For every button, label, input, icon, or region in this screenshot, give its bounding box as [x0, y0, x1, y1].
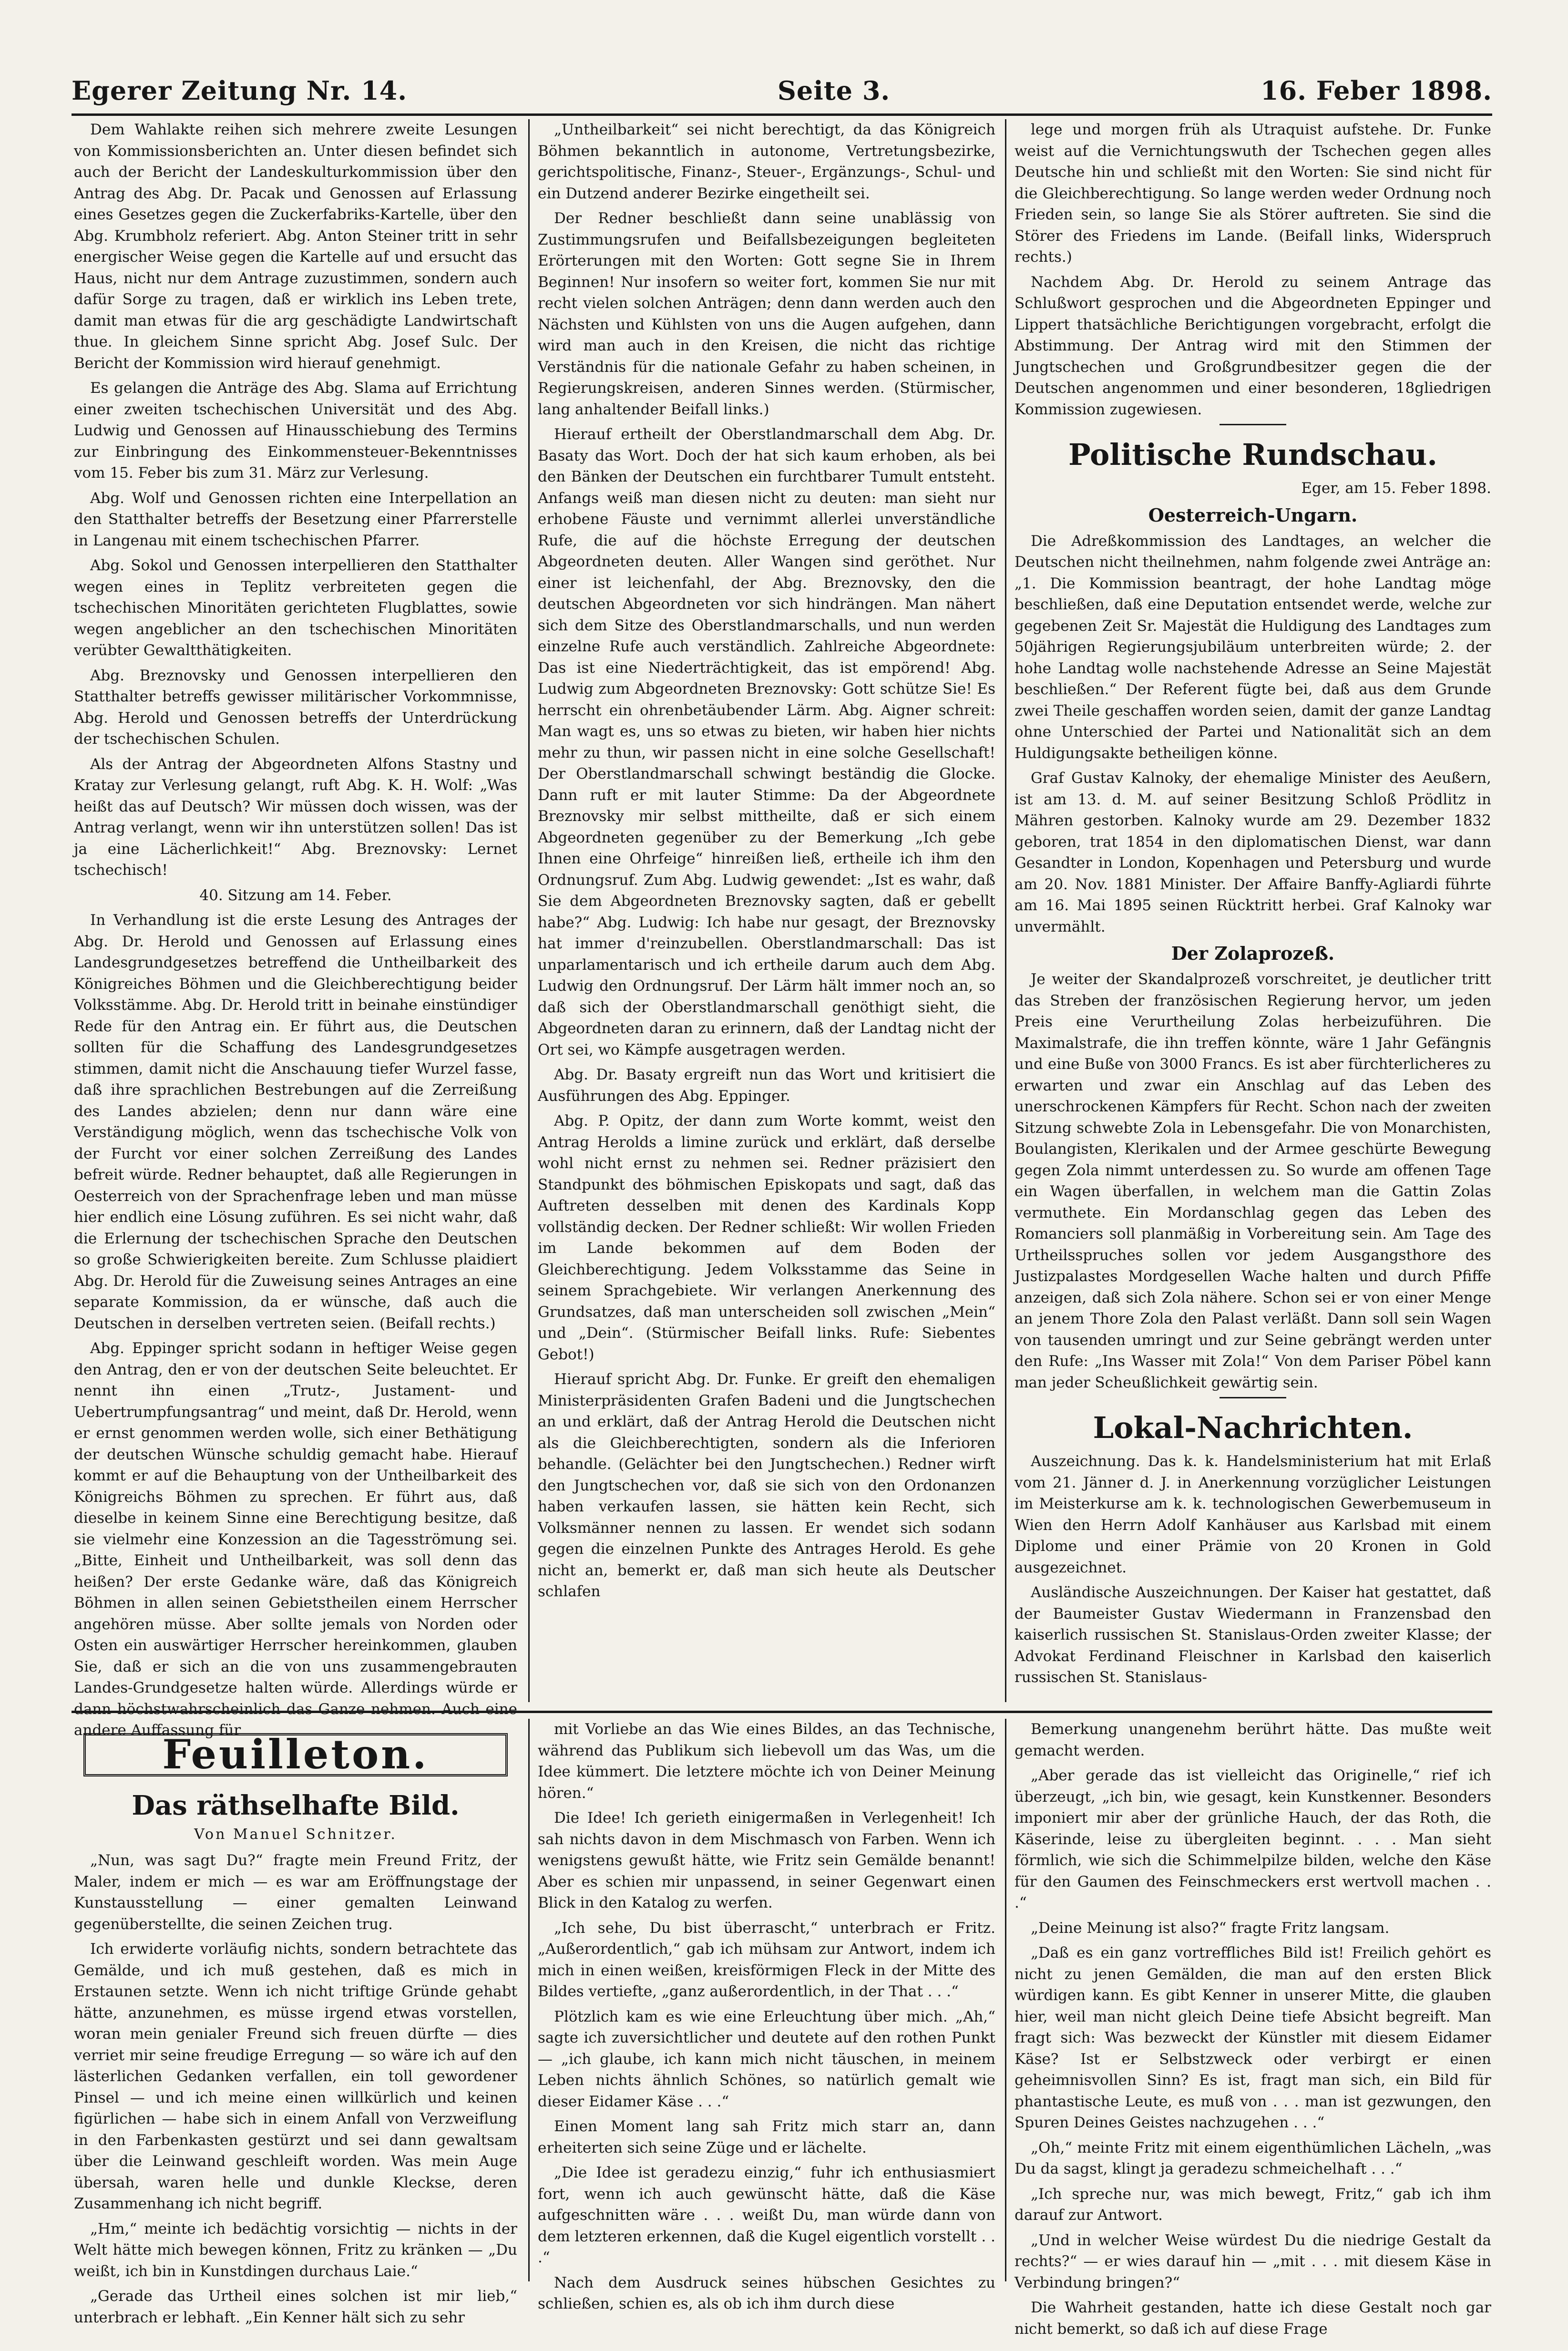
feuilleton-rule [72, 1711, 1492, 1713]
col1-paragraph: Abg. Breznovsky und Genossen interpellieren den Statthalter betreffs gewisser militärischer Vorkommnisse, Abg. Herold und Genossen betreffs der Unterdrückung der tschechischen Schulen. [74, 667, 517, 748]
feuilleton-paragraph: Nach dem Ausdruck seines hübschen Gesichtes zu schließen, schien es, als ob ich ihm durch diese [538, 2274, 995, 2312]
column-divider [1005, 1719, 1006, 2281]
session-heading: 40. Sitzung am 14. Feber. [199, 886, 392, 904]
section-rule [1220, 424, 1286, 425]
feuilleton-paragraph: mit Vorliebe an das Wie eines Bildes, an das Technische, während das Publikum sich liebevoll um das Was, um die Idee kümmert. Die letztere möchte ich von Deiner Meinung hören.“ [538, 1721, 995, 1802]
feuilleton-paragraph: „Die Idee ist geradezu einzig,“ fuhr ich enthusiasmiert fort, wenn ich auch gewünscht hätte, daß die Käse aufgeschnitten wäre . . . weißt Du, man würde dann von dem letzteren erkennen, daß die Kugel eigentlich vorstellt . . .“ [538, 2164, 995, 2266]
story-title: Das räthselhafte Bild. [132, 1789, 460, 1821]
column-2 [538, 119, 995, 1702]
feuilleton-paragraph: Plötzlich kam es wie eine Erleuchtung über mich. „Ah,“ sagte ich zuversichtlicher und deutete auf den rothen Punkt — „ich glaube, ich kann mich nicht täuschen, in meinem Leben nichts ähnlich Schönes, so natürlich gemalt wie dieser Eidamer Käse . . .“ [538, 2008, 995, 2110]
story-byline: Von Manuel Schnitzer. [194, 1826, 397, 1843]
col3-paragraph: Graf Gustav Kalnoky, der ehemalige Minister des Aeußern, ist am 13. d. M. auf seiner Besitzung Schloß Prödlitz in Mähren gestorben. Kalnoky wurde am 29. Dezember 1832 geboren, trat 1854 in den diplomatischen Dienst, war dann Gesandter in London, Kopenhagen und Petersburg und wurde am 20. Nov. 1881 Minister. Der Affaire Banffy-Agliardi führte am 16. Mai 1895 seinen Rücktritt herbei. Graf Kalnoky war unvermählt. [1015, 770, 1491, 935]
section-rule [1220, 1397, 1286, 1398]
feuilleton-paragraph: Bemerkung unangenehm berührt hätte. Das mußte weit gemacht werden. [1015, 1721, 1491, 1759]
feuilleton-paragraph: Einen Moment lang sah Fritz mich starr an, dann erheiterten sich seine Züge und er lächelte. [538, 2118, 995, 2156]
column-3 [1015, 119, 1491, 1702]
col1-paragraph: Als der Antrag der Abgeordneten Alfons Stastny und Kratay zur Verlesung gelangt, ruft Abg. K. H. Wolf: „Was heißt das auf Deutsch? Wir müssen doch wissen, was der Antrag verlangt, wenn wir ihn unterstützen sollen! Das ist ja eine Lächerlichkeit!“ Abg. Breznovsky: Lernet tschechisch! [74, 755, 517, 879]
feuilleton-paragraph: „Und in welcher Weise würdest Du die niedrige Gestalt da rechts?“ — er wies darauf hin — „mit . . . mit diesem Käse in Verbindung bringen?“ [1015, 2231, 1491, 2291]
feuilleton-paragraph: „Gerade das Urtheil eines solchen ist mir lieb,“ unterbrach er lebhaft. „Ein Kenner hält sich zu sehr [74, 2288, 517, 2326]
col3-paragraph: lege und morgen früh als Utraquist aufstehe. Dr. Funke weist auf die Vernichtungswuth der Tschechen gegen alles Deutsche hin und schließt mit den Worten: Sie sind nicht für die Gleichberechtigung. So lange werden weder Ordnung noch Frieden sein, so lange Sie als Störer auftreten. Sie sind die Störer des Friedens im Lande. (Beifall links, Widerspruch rechts.) [1015, 121, 1491, 266]
col3-paragraph: Ausländische Auszeichnungen. Der Kaiser hat gestattet, daß der Baumeister Gustav Wiedermann in Franzensbad den kaiserlich russischen St. Stanislaus-Orden zweiter Klasse; der Advokat Ferdinand Fleischner in Karlsbad den kaiserlich russischen St. Stanislaus- [1015, 1584, 1491, 1686]
column-divider [528, 1719, 530, 2281]
feuilleton-paragraph: „Oh,“ meinte Fritz mit einem eigenthümlichen Lächeln, „was Du da sagst, klingt ja geradezu schmeichelhaft . . .“ [1015, 2139, 1491, 2177]
feuilleton-paragraph: Die Idee! Ich gerieth einigermaßen in Verlegenheit! Ich sah nichts davon in dem Mischmasch von Farben. Wenn ich wenigstens gewußt hätte, wie Fritz sein Gemälde benannt! Aber es schien mir unpassend, in seiner Gegenwart einen Blick in den Katalog zu werfen. [538, 1809, 995, 1911]
col1-paragraph: Abg. Sokol und Genossen interpellieren den Statthalter wegen eines in Teplitz verbreiteten gegen die tschechischen Minoritäten gerichteten Flugblattes, sowie wegen angeblicher an den tschechischen Minoritäten verübter Gewaltthätigkeiten. [74, 557, 517, 659]
col1-paragraph: Es gelangen die Anträge des Abg. Slama auf Errichtung einer zweiten tschechischen Universität und des Abg. Ludwig und Genossen auf Hinausschiebung des Termins zur Einbringung des Einkommensteuer-Bekenntnisses vom 15. Feber bis zum 31. März zur Verlesung. [74, 380, 517, 482]
col2-paragraph: Hierauf ertheilt der Oberstlandmarschall dem Abg. Dr. Basaty das Wort. Doch der hat sich kaum erhoben, als bei den Bänken der Deutschen ein furchtbarer Tumult entsteht. Anfangs weiß man diesen nicht zu deuten: man sieht nur erhobene Fäuste und vernimmt allerlei unverständliche Rufe, die auf die höchste Erregung der deutschen Abgeordneten deuten. Aller Wangen sind geröthet. Nur einer ist leichenfahl, der Abg. Breznovsky, den die deutschen Abgeordneten vor sich hindrängen. Man nähert sich dem Sitze des Oberstlandmarschalls, und nun werden einzelne Rufe auch verständlich. Zahlreiche Abgeordnete: Das ist eine Niederträchtigkeit, das ist empörend! Abg. Ludwig zum Abgeordneten Breznovsky: Gott schütze Sie! Es herrscht ein ohrenbetäubender Lärm. Abg. Aigner schreit: Man wagt es, uns so etwas zu bieten, wir haben hier nichts mehr zu thun, wir passen nicht in eine solche Gesellschaft! Der Oberstlandmarschall schwingt beständig die Glocke. Dann ruft er mit lauter Stimme: Da der Abgeordnete Breznovsky mir selbst mittheilte, daß er sich einem Abgeordneten gegenüber zu der Bemerkung „Ich gebe Ihnen eine Ohrfeige“ hinreißen ließ, ertheile ich ihm den Ordnungsruf. Zum Abg. Ludwig gewendet: „Ist es wahr, daß Sie dem Abgeordneten Breznovsky sagten, daß er gebellt habe?“ Abg. Ludwig: Ich habe nur gesagt, der Breznovsky hat immer d'reinzubellen. Oberstlandmarschall: Das ist unparlamentarisch und ich ertheile darum auch dem Abg. Ludwig den Ordnungsruf. Der Lärm hält immer noch an, so daß sich der Oberstlandmarschall genöthigt sieht, die Abgeordneten daran zu erinnern, daß der Landtag nicht der Ort sei, wo Kämpfe ausgetragen werden. [538, 426, 995, 1058]
col2-paragraph: Abg. P. Opitz, der dann zum Worte kommt, weist den Antrag Herolds a limine zurück und erklärt, daß derselbe wohl nicht ernst zu nehmen sei. Redner präzisiert den Standpunkt des böhmischen Episkopats und sagt, daß das Auftreten desselben mit denen des Kardinals Kopp vollständig decken. Der Redner schließt: Wir wollen Frieden im Lande bekommen auf dem Boden der Gleichberechtigung. Jedem Volksstamme das Seine in seinem Sprachgebiete. Wir verlangen Anerkennung des Grundsatzes, daß man unterscheiden soll zwischen „Mein“ und „Dein“. (Stürmischer Beifall links. Rufe: Siebentes Gebot!) [538, 1112, 995, 1363]
feuilleton-paragraph: Die Wahrheit gestanden, hatte ich diese Gestalt noch gar nicht bemerkt, so daß ich auf diese Frage [1015, 2299, 1491, 2338]
zolaprozess-heading: Der Zolaprozeß. [1171, 943, 1335, 964]
feuilleton-paragraph: „Hm,“ meinte ich bedächtig vorsichtig — nichts in der Welt hätte mich bewegen können, Fritz zu kränken — „Du weißt, ich bin in Kunstdingen durchaus Laie.“ [74, 2220, 517, 2280]
feuilleton-paragraph: „Ich sehe, Du bist überrascht,“ unterbrach er Fritz. „Außerordentlich,“ gab ich mühsam zur Antwort, indem ich mich in einen weißen, kreisförmigen Fleck in der Mitte des Bildes vertiefte, „ganz außerordentlich, in der That . . .“ [538, 1919, 995, 2000]
feuilleton-paragraph: „Daß es ein ganz vortreffliches Bild ist! Freilich gehört es nicht zu jenen Gemälden, die man auf den ersten Blick würdigen kann. Es gibt Kenner in unserer Mitte, die glauben hier, weil man nicht gleich Deine tiefe Absicht begreift. Man fragt sich: Was bezweckt der Künstler mit diesem Eidamer Käse? Ist er Selbstzweck oder verbirgt er einen geheimnisvollen Sinn? Es ist, fragt man sich, ein Bild für phantastische Leute, es muß von . . . man ist gezwungen, den Spuren Deines Geistes nachzugehen . . .“ [1015, 1944, 1491, 2131]
col3-paragraph: Auszeichnung. Das k. k. Handelsministerium hat mit Erlaß vom 21. Jänner d. J. in Anerkennung vorzüglicher Leistungen im Meisterkurse am k. k. technologischen Gewerbemuseum in Wien den Herrn Adolf Kanhäuser aus Karlsbad mit einem Diplome und einer Prämie von 20 Kronen in Gold ausgezeichnet. [1015, 1453, 1491, 1576]
header-rule [72, 113, 1492, 116]
col2-paragraph: Abg. Dr. Basaty ergreift nun das Wort und kritisiert die Ausführungen des Abg. Eppinger. [538, 1066, 995, 1105]
feuilleton-paragraph: „Ich spreche nur, was mich bewegt, Fritz,“ gab ich ihm darauf zur Antwort. [1015, 2185, 1491, 2224]
feuilleton-paragraph: „Deine Meinung ist also?“ fragte Fritz langsam. [1031, 1919, 1390, 1937]
col1-paragraph: Abg. Eppinger spricht sodann in heftiger Weise gegen den Antrag, den er von der deutschen Seite beleuchtet. Er nennt ihn einen „Trutz-, Justament- und Uebertrumpfungsantrag“ und meint, daß Dr. Herold, wenn er ernst genommen werden wolle, sich einer Bethätigung der deutschen Wünsche schuldig gemacht habe. Hierauf kommt er auf die Behauptung von der Untheilbarkeit des Königreichs Böhmen zu sprechen. Er führt aus, daß dieselbe in keinem Sinne eine Berechtigung besitze, daß sie vielmehr eine Konzession an die Tagesströmung sei. „Bitte, Einheit und Untheilbarkeit, was soll denn das heißen? Der erste Gedanke wäre, daß das Königreich Böhmen in allen seinen Gebietstheilen einem Herrscher angehören müsse. Aber sollte jemals von Norden oder Osten ein auswärtiger Herrscher hereinkommen, glauben Sie, daß er sich an die von uns zusammengebrauten Landes-Grundgesetze halten würde. Allerdings würde er dann höchstwahrscheinlich das Ganze nehmen. Auch eine andere Auffassung für [74, 1340, 517, 1739]
col1-paragraph: In Verhandlung ist die erste Lesung des Antrages der Abg. Dr. Herold und Genossen auf Erlassung eines Landesgrundgesetzes betreffend die Untheilbarkeit des Königreiches Böhmen und die Gleichberechtigung beider Volksstämme. Abg. Dr. Herold tritt in beinahe einstündiger Rede für den Antrag ein. Er führt aus, die Deutschen sollten für die Schaffung des Landesgrundgesetzes stimmen, damit nicht die Anschauung tiefer Wurzel fasse, daß ihre sprachlichen Bestrebungen auf die Zerreißung des Landes abzielen; denn nur dann wäre eine Verständigung möglich, wenn das tschechische Volk von der Furcht vor einer solchen Zerreißung des Landes befreit würde. Redner behauptet, daß alle Regierungen in Oesterreich von der Sprachenfrage leben und man müsse hier endlich eine Lösung zuführen. Es sei nicht wahr, daß die Erlernung der tschechischen Sprache den Deutschen so große Schwierigkeiten bereite. Zum Schlusse plaidiert Abg. Dr. Herold für die Zuweisung seines Antrages an eine separate Kommission, da er wünsche, daß auch die Deutschen in derselben vertreten seien. (Beifall rechts.) [74, 912, 517, 1332]
lokal-nachrichten-title: Lokal-Nachrichten. [1093, 1410, 1413, 1445]
col2-paragraph: Hierauf spricht Abg. Dr. Funke. Er greift den ehemaligen Ministerpräsidenten Grafen Badeni und die Jungtschechen an und erklärt, daß der Antrag Herold die Deutschen nicht als die Gleichberechtigten, sondern als die Inferioren behandle. (Gelächter bei den Jungtschechen.) Redner wirft den Jungtschechen vor, daß sie sich von den Ordonanzen haben verkaufen lassen, sie hätten kein Recht, sich Volksmänner nennen zu lassen. Er wendet sich sodann gegen die einzelnen Punkte des Antrages Herold. Es gehe nicht an, bemerkt er, daß man sich heute als Deutscher schlafen [538, 1371, 995, 1600]
feuilleton-column-3 [1015, 1719, 1491, 2338]
header-page-number: Seite 3. [777, 75, 891, 106]
col2-paragraph: „Untheilbarkeit“ sei nicht berechtigt, da das Königreich Böhmen bekanntlich in autonome, Vertretungsbezirke, gerichtspolitische, Finanz-, Steuer-, Ergänzungs-, Schul- und ein Dutzend anderer Bezirke eingetheilt sei. [538, 121, 995, 202]
feuilleton-banner: Feuilleton. [83, 1733, 508, 1776]
col3-paragraph: Nachdem Abg. Dr. Herold zu seinem Antrage das Schlußwort gesprochen und die Abgeordneten Eppinger und Lippert thatsächliche Berichtigungen vorgebracht, erfolgt die Abstimmung. Der Antrag wird mit den Stimmen der Jungtschechen und Großgrundbesitzer gegen die der Deutschen angenommen und einer besonderen, 18gliedrigen Kommission zugewiesen. [1015, 273, 1491, 418]
feuilleton-column-1 [74, 1719, 517, 2326]
feuilleton-paragraph: „Aber gerade das ist vielleicht das Originelle,“ rief ich überzeugt, „ich bin, wie gesagt, kein Kunstkenner. Besonders imponiert mir aber der grünliche Hauch, der das Roth, die Käserinde, leise zu übergleiten beginnt. . . . Man sieht förmlich, wie sich die Schimmelpilze bilden, welche den Käse für den Gaumen des Feinschmeckers erst wertvoll machen . . .“ [1015, 1767, 1491, 1911]
header-masthead: Egerer Zeitung Nr. 14. [72, 75, 408, 106]
column-1 [74, 119, 517, 1739]
dateline: Eger, am 15. Feber 1898. [1301, 480, 1491, 497]
col3-paragraph: Die Adreßkommission des Landtages, an welcher die Deutschen nicht theilnehmen, nahm folgende zwei Anträge an: „1. Die Kommission beantragt, der hohe Landtag möge beschließen, daß eine Deputation entsendet werde, welche zur gegebenen Zeit Sr. Majestät die Huldigung des Landtages zum 50jährigen Regierungsjubiläum unterbreiten würde; 2. der hohe Landtag wolle nachstehende Adresse an Seine Majestät beschließen.“ Der Referent fügte bei, daß aus dem Grunde zwei Theile geschaffen worden seien, damit der ganze Landtag ohne Unterschied der Partei und Nationalität sich an dem Huldigungsakte betheiligen könne. [1015, 532, 1491, 762]
page-header [72, 72, 1492, 110]
col3-paragraph: Je weiter der Skandalprozeß vorschreitet, je deutlicher tritt das Streben der französischen Regierung hervor, um jeden Preis eine Verurtheilung Zolas herbeizuführen. Die Maximalstrafe, die ihn treffen könnte, wäre 1 Jahr Gefängnis und eine Buße von 3000 Francs. Es ist aber fürchterlicheres zu erwarten und zwar ein Anschlag auf das Leben des unerschrockenen Kämpfers für Recht. Schon nach der zweiten Sitzung schwebte Zola in Lebensgefahr. Die von Monarchisten, Boulangisten, Klerikalen und der Armee geschürte Bewegung gegen Zola nimmt unterdessen zu. So wurde am offenen Tage ein Wagen überfallen, in welchem man die Gattin Zolas vermuthete. Ein Mordanschlag gegen das Leben des Romanciers soll planmäßig in Vorbereitung sein. Am Tage des Urtheilsspruches sollen vor jedem Ausgangsthore des Justizpalastes Mordgesellen Wache halten und durch Pfiffe anzeigen, daß sich Zola nähere. Schon sei er von einer Menge an jenem Thore Zola den Palast verläßt. Dann soll sein Wagen von tausenden umringt und zur Seine gebrängt werden unter den Rufe: „Ins Wasser mit Zola!“ Von dem Pariser Pöbel kann man jeder Scheußlichkeit gewärtig sein. [1015, 971, 1491, 1391]
feuilleton-column-2 [538, 1719, 995, 2312]
feuilleton-paragraph: Ich erwiderte vorläufig nichts, sondern betrachtete das Gemälde, und ich muß gestehen, daß es mich in Erstaunen setzte. Wenn ich nicht triftige Gründe gehabt hätte, anzunehmen, es müsse irgend etwas vorstellen, woran mein genialer Freund sich freuen dürfte — dies verriet mir seine freudige Erregung — so wäre ich auf den lästerlichen Gedanken verfallen, ein toll gewordener Pinsel — und ich meine einen willkürlich und keinen figürlichen — habe sich in einem Anfall von Verzweiflung in den Farbenkasten gestürzt und sei dann gewaltsam über die Leinwand geschleift worden. Was mein Auge übersah, waren helle und dunkle Kleckse, deren Zusammenhang ich nicht begriff. [74, 1940, 517, 2212]
feuilleton-paragraph: „Nun, was sagt Du?“ fragte mein Freund Fritz, der Maler, indem er mich — es war am Eröffnungstage der Kunstausstellung — einer gemalten Leinwand gegenüberstellte, die seinen Zeichen trug. [74, 1852, 517, 1933]
oesterreich-ungarn-heading: Oesterreich-Ungarn. [1148, 504, 1358, 526]
column-divider [528, 119, 530, 1702]
col2-paragraph: Der Redner beschließt dann seine unablässig von Zustimmungsrufen und Beifallsbezeigungen begleiteten Erörterungen mit den Worten: Gott segne Sie in Ihrem Beginnen! Nur insofern so weiter fort, kommen Sie nur mit recht vielen solchen Anträgen; denn dann werden auch den Nächsten und Kühlsten von uns die Augen aufgehen, dann wird man auch in den Kreisen, die nicht das richtige Verständnis für die nationale Gefahr zu haben scheinen, in Regierungskreisen, anderen Sinnes werden. (Stürmischer, lang anhaltender Beifall links.) [538, 210, 995, 418]
column-divider [1005, 119, 1006, 1702]
col1-paragraph: Dem Wahlakte reihen sich mehrere zweite Lesungen von Kommissionsberichten an. Unter diesen befindet sich auch der Bericht der Landeskulturkommission über den Antrag des Abg. Dr. Pacak und Genossen auf Erlassung eines Gesetzes gegen die Zuckerfabriks-Kartelle, über den Abg. Krumbholz referiert. Abg. Anton Steiner tritt in sehr energischer Weise gegen die Kartelle auf und ersucht das Haus, nicht nur dem Antrage zuzustimmen, sondern auch dafür Sorge zu tragen, daß er wirklich ins Leben trete, damit man etwas für die arg geschädigte Landwirtschaft thue. In gleichem Sinne spricht Abg. Josef Sulc. Der Bericht der Kommission wird hierauf genehmigt. [74, 121, 517, 372]
header-date: 16. Feber 1898. [1261, 75, 1492, 106]
col1-paragraph: Abg. Wolf und Genossen richten eine Interpellation an den Statthalter betreffs der Besetzung einer Pfarrerstelle in Langenau mit einem tschechischen Pfarrer. [74, 489, 517, 549]
politische-rundschau-title: Politische Rundschau. [1068, 437, 1437, 472]
